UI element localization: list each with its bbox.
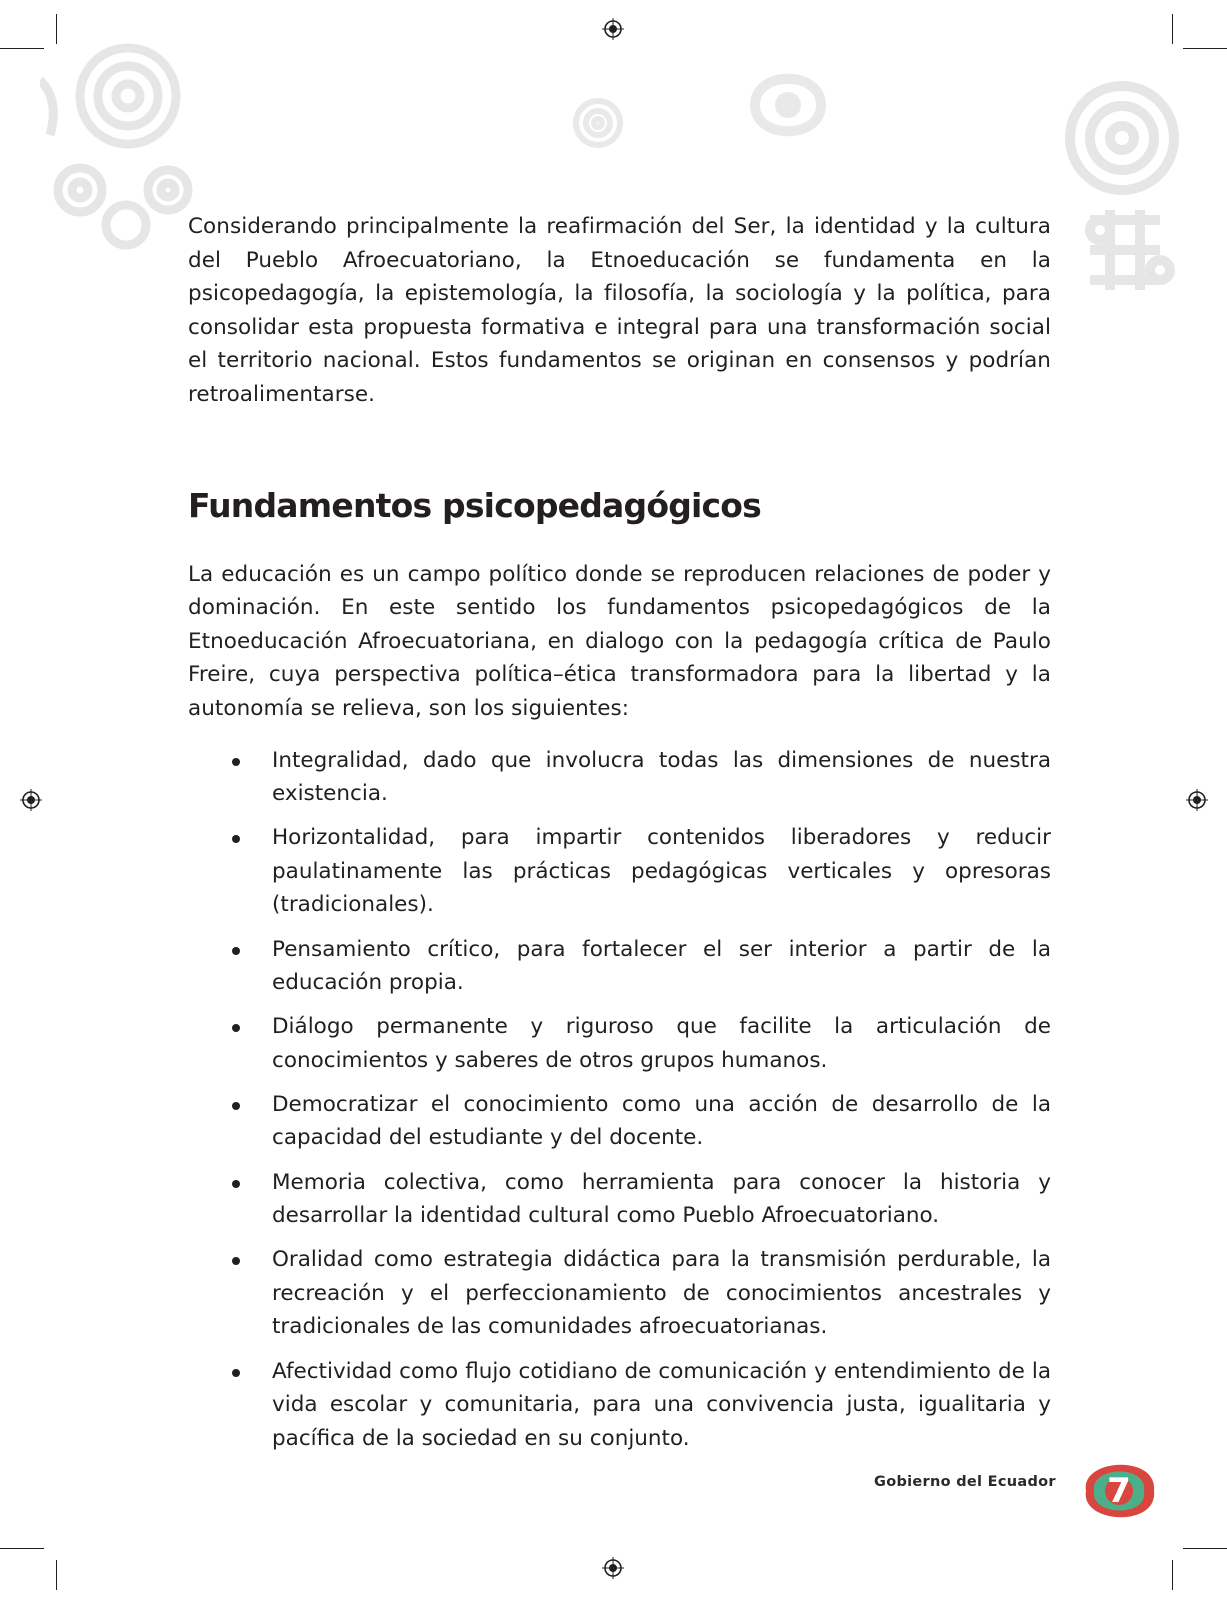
adinkra-ornament-icon (745, 65, 831, 145)
list-item-text: Pensamiento crítico, para fortalecer el ser interior a partir de la educación propia. (272, 936, 1051, 996)
bullet-list (188, 744, 1051, 1456)
crop-mark (1172, 1560, 1173, 1590)
section-heading: Fundamentos psicopedagógicos (188, 485, 762, 525)
list-item (272, 933, 1051, 1000)
list-item-text: Afectividad como flujo cotidiano de comunicación y entendimiento de la vida escolar y comunitaria, para una convivencia justa, igualitaria y pacífica de la sociedad en su conjunto. (272, 1358, 1051, 1451)
registration-mark-icon (1186, 789, 1208, 811)
list-item-text: Integralidad, dado que involucra todas las dimensiones de nuestra existencia. (272, 747, 1051, 807)
registration-mark-icon (20, 789, 42, 811)
bullet-icon (232, 1180, 240, 1188)
spiral-ornament-icon (40, 40, 200, 250)
registration-mark-icon (602, 18, 624, 40)
bullet-icon (232, 1369, 240, 1377)
list-item (272, 1355, 1051, 1456)
registration-mark-icon (602, 1557, 624, 1579)
list-item (272, 1088, 1051, 1155)
intro-paragraph: Considerando principalmente la reafirmación del Ser, la identidad y la cultura del Pueblo Afroecuatoriano, la Etnoeducación se fundamenta en la psicopedagogía, la epistemología, la filosofía, la sociología y la política, para consolidar esta propuesta formativa e integral para una transformación social el territorio nacional. Estos fundamentos se originan en consensos y podrían retroalimentarse. (188, 214, 1051, 407)
list-item-text: Oralidad como estrategia didáctica para la transmisión perdurable, la recreación y el perfeccionamiento de conocimientos ancestrales y tradicionales de las comunidades afroecuatorianas. (272, 1247, 1051, 1340)
bullet-icon (232, 835, 240, 843)
section-paragraph: La educación es un campo político donde se reproducen relaciones de poder y dominación. En este sentido los fundamentos psicopedagógicos de la Etnoeducación Afroecuatoriana, en dialogo con la pedagogía crítica de Paulo Freire, cuya perspectiva política–ética transformadora para la libertad y la autonomía se relieva, son los siguientes: (188, 561, 1051, 721)
page-number: 7 (1107, 1471, 1131, 1511)
crop-mark (1172, 14, 1173, 44)
bullet-icon (232, 1257, 240, 1265)
bullet-icon (232, 758, 240, 766)
bullet-icon (232, 1024, 240, 1032)
crop-mark (1183, 1548, 1227, 1549)
crop-mark (0, 1548, 44, 1549)
list-item-text: Memoria colectiva, como herramienta para conocer la historia y desarrollar la identidad cultural como Pueblo Afroecuatoriano. (272, 1169, 1051, 1229)
list-item-text: Democratizar el conocimiento como una acción de desarrollo de la capacidad del estudiante y del docente. (272, 1091, 1051, 1151)
list-item-text: Diálogo permanente y riguroso que facilite la articulación de conocimientos y saberes de otros grupos humanos. (272, 1014, 1051, 1073)
small-spiral-ornament-icon (570, 95, 626, 151)
list-item (272, 1243, 1051, 1344)
crop-mark (0, 48, 44, 49)
bullet-icon (232, 1102, 240, 1110)
list-item (272, 1166, 1051, 1233)
concentric-ornament-icon (1060, 80, 1227, 300)
crop-mark (1183, 48, 1227, 49)
list-item (272, 744, 1051, 811)
list-item (272, 1010, 1051, 1077)
list-item-text: Horizontalidad, para impartir contenidos liberadores y reducir paulatinamente las prácticas pedagógicas verticales y opresoras (tradicionales). (272, 825, 1051, 918)
crop-mark (56, 1560, 57, 1590)
page-content (188, 210, 1051, 1466)
footer-publisher: Gobierno del Ecuador (874, 1474, 1056, 1490)
bullet-icon (232, 947, 240, 955)
list-item (272, 821, 1051, 922)
